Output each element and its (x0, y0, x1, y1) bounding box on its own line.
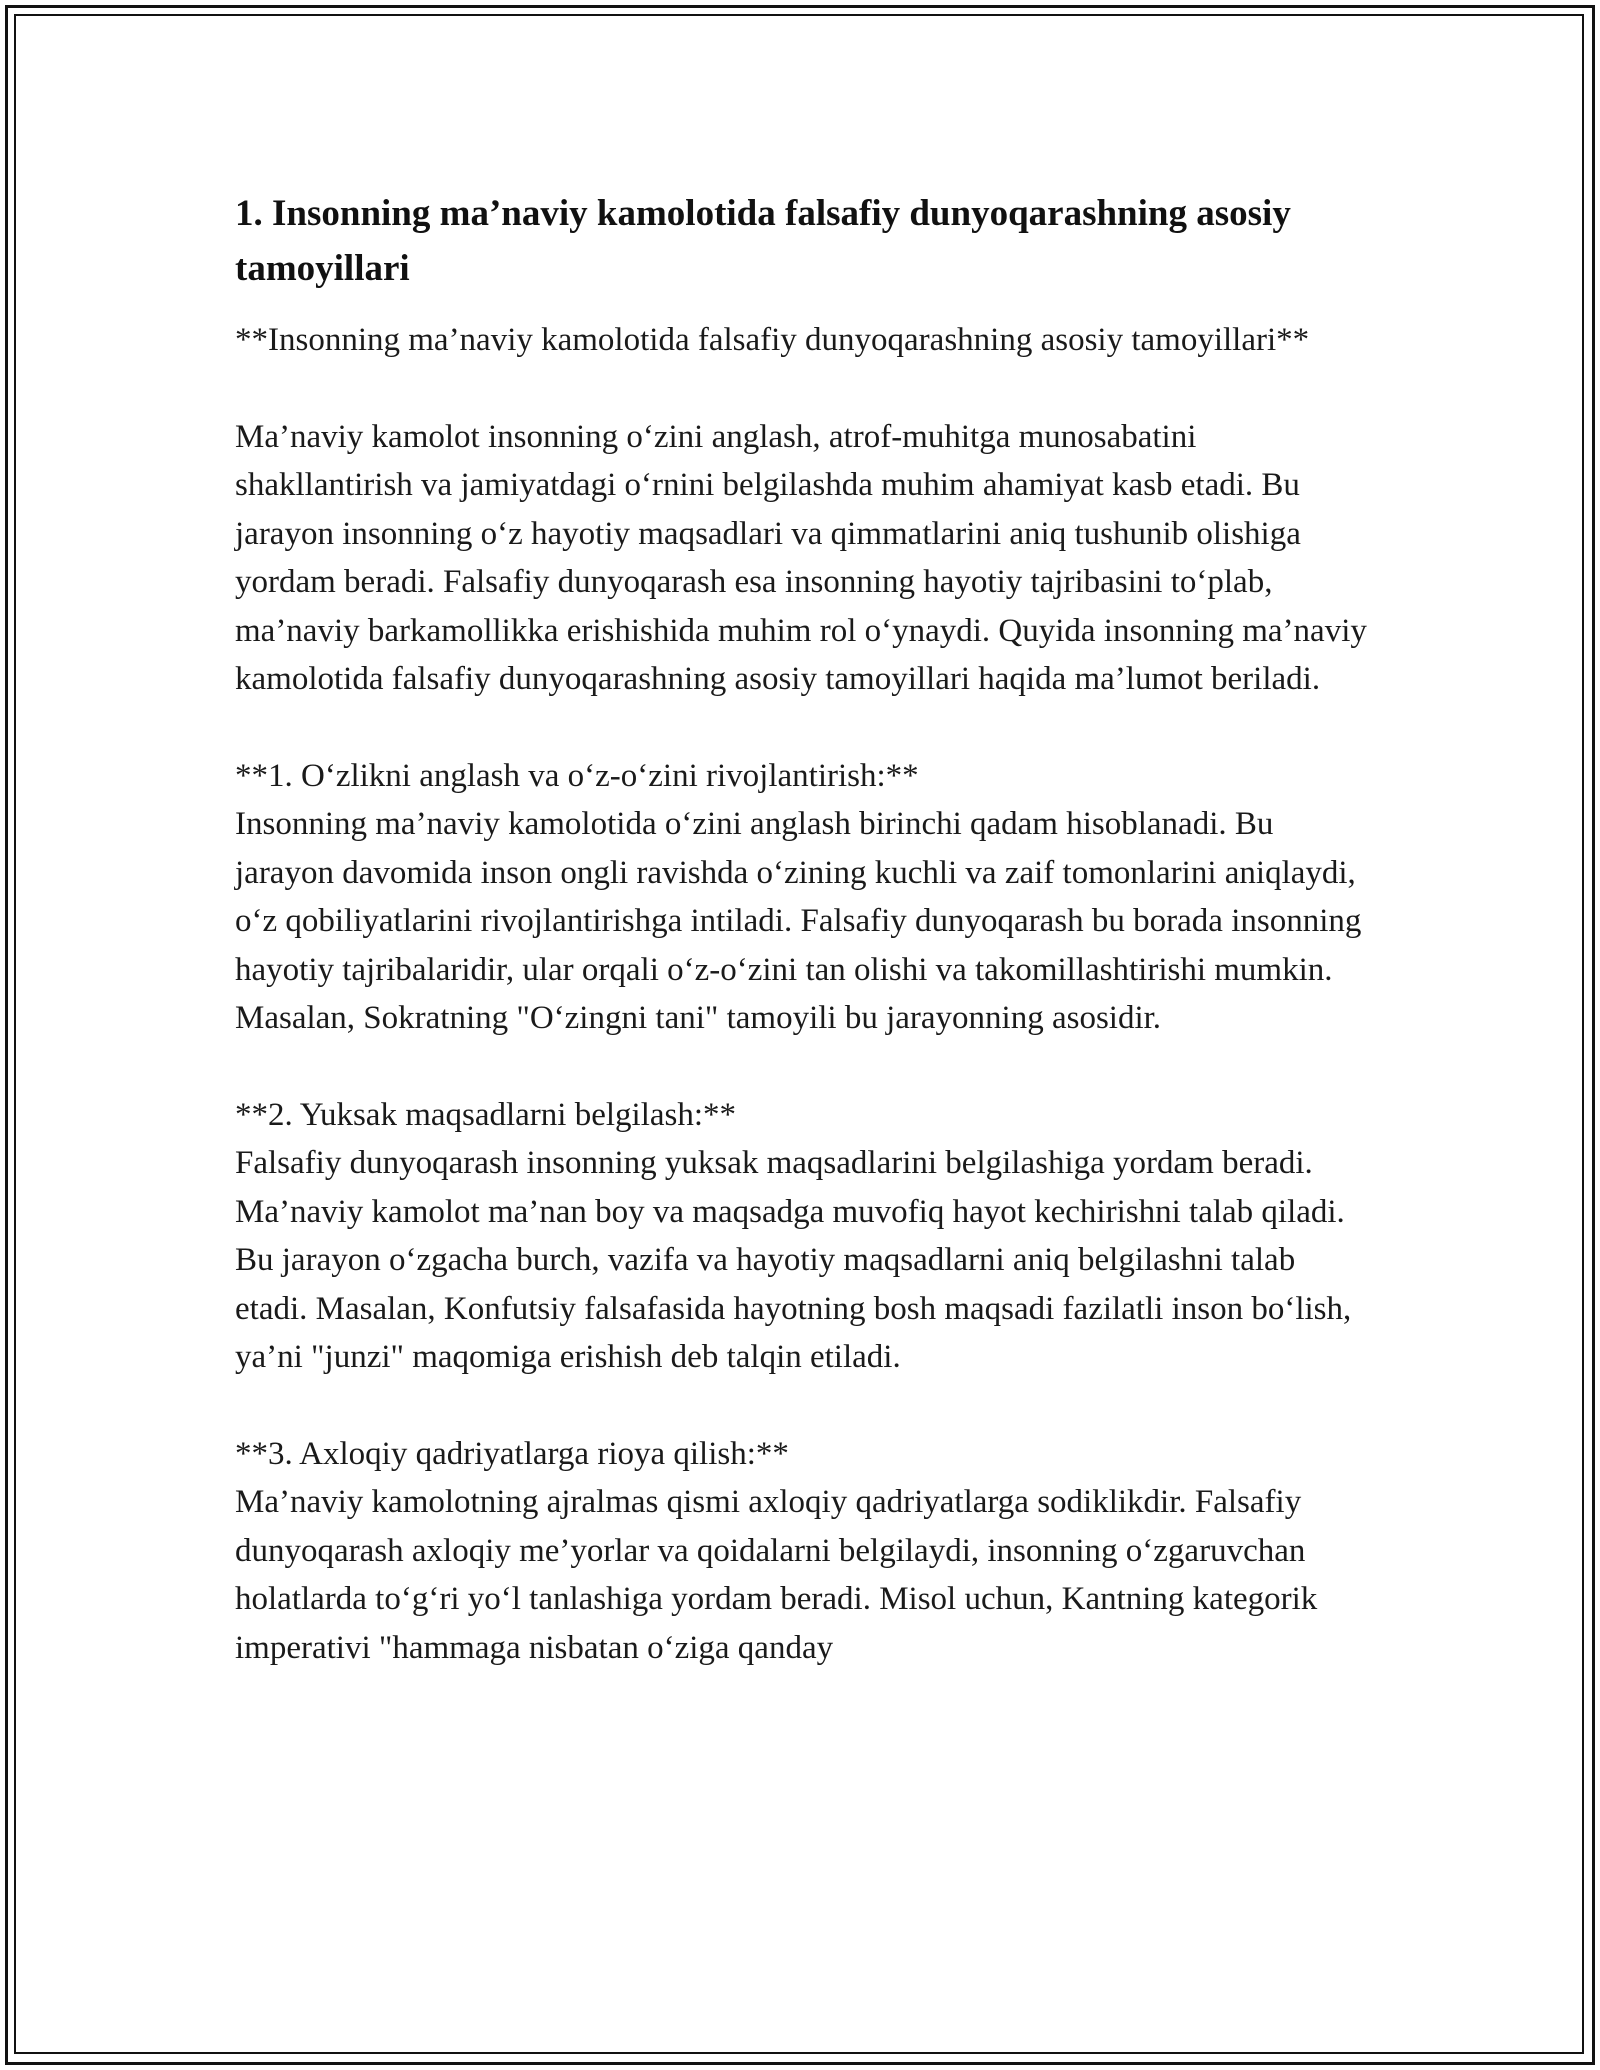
section-heading: **1. O‘zlikni anglash va o‘z-o‘zini rivojlantirish:** (235, 757, 919, 794)
section-body: Ma’naviy kamolotning ajralmas qismi axloqiy qadriyatlarga sodiklikdir. Falsafiy dunyoqarash axloqiy me’yorlar va qoidalarni belgilaydi, insonning o‘zgaruvchan holatlarda to‘g‘ri yo‘l tanlashiga yordam beradi. Misol uchun, Kantning kategorik imperativi "hammaga nisbatan o‘ziga qanday (235, 1484, 1318, 1666)
section-body: Falsafiy dunyoqarash insonning yuksak maqsadlarini belgilashiga yordam beradi. Ma’naviy kamolot ma’nan boy va maqsadga muvofiq hayot kechirishni talab qiladi. Bu jarayon o‘zgacha burch, vazifa va hayotiy maqsadlarni aniq belgilashni talab etadi. Masalan, Konfutsiy falsafasida hayotning bosh maqsadi fazilatli inson bo‘lish, ya’ni "junzi" maqomiga erishish deb talqin etiladi. (235, 1145, 1352, 1375)
section-self-awareness (235, 752, 1375, 1043)
section-heading: **2. Yuksak maqsadlarni belgilash:** (235, 1096, 737, 1133)
section-heading: **3. Axloqiy qadriyatlarga rioya qilish:** (235, 1435, 789, 1472)
section-high-goals (235, 1091, 1375, 1382)
section-body: Insonning ma’naviy kamolotida o‘zini anglash birinchi qadam hisoblanadi. Bu jarayon davomida inson ongli ravishda o‘zining kuchli va zaif tomonlarini aniqlaydi, o‘z qobiliyatlarini rivojlantirishga intiladi. Falsafiy dunyoqarash bu borada insonning hayotiy tajribalaridir, ular orqali o‘z-o‘zini tan olishi va takomillashtirishi mumkin. Masalan, Sokratning "O‘zingni tani" tamoyili bu jarayonning asosidir. (235, 806, 1362, 1036)
intro-paragraph: Ma’naviy kamolot insonning o‘zini anglash, atrof-muhitga munosabatini shakllantirish va jamiyatdagi o‘rnini belgilashda muhim ahamiyat kasb etadi. Bu jarayon insonning o‘z hayotiy maqsadlari va qimmatlarini aniq tushunib olishiga yordam beradi. Falsafiy dunyoqarash esa insonning hayotiy tajribasini to‘plab, ma’naviy barkamollikka erishishida muhim rol o‘ynaydi. Quyida insonning ma’naviy kamolotida falsafiy dunyoqarashning asosiy tamoyillari haqida ma’lumot beriladi. (235, 418, 1367, 697)
section-moral-values (235, 1430, 1375, 1673)
subtitle-paragraph: **Insonning ma’naviy kamolotida falsafiy dunyoqarashning asosiy tamoyillari** (235, 322, 1310, 358)
document-title: 1. Insonning ma’naviy kamolotida falsafiy dunyoqarashning asosiy tamoyillari (235, 193, 1291, 289)
document-content (235, 186, 1375, 1720)
